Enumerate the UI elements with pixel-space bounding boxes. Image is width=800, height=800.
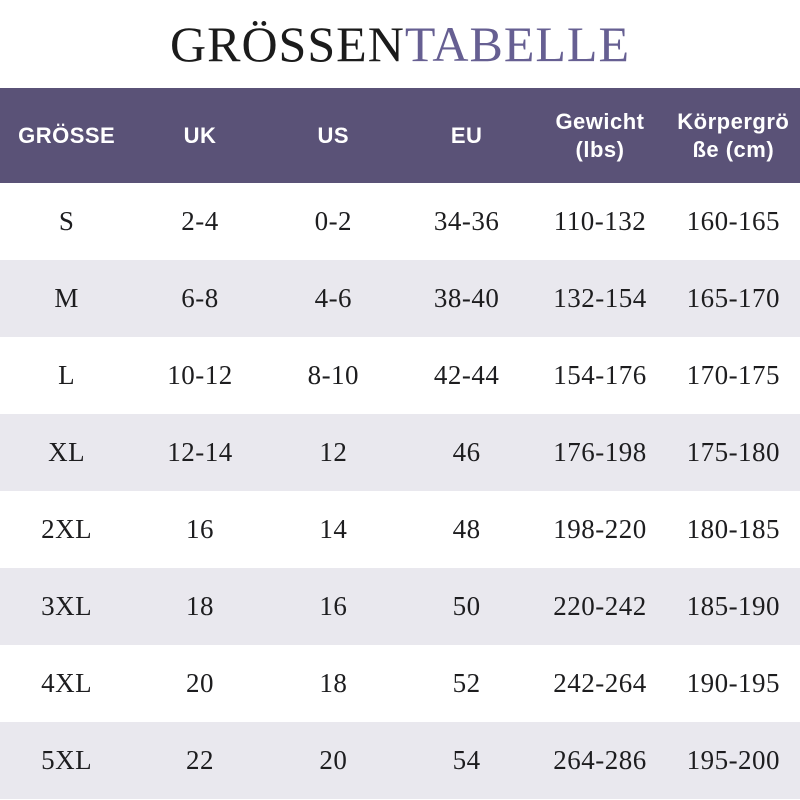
cell-xl-size: XL: [0, 414, 133, 491]
cell-s-eu: 34-36: [400, 183, 533, 260]
table-row-4xl: [0, 645, 800, 722]
column-header-uk: [133, 88, 266, 183]
size-chart-body: [0, 183, 800, 799]
cell-3xl-us: 16: [267, 568, 400, 645]
cell-l-uk: 10-12: [133, 337, 266, 414]
table-row-5xl: [0, 722, 800, 799]
cell-5xl-uk: 22: [133, 722, 266, 799]
column-header-line: Gewicht: [555, 109, 645, 134]
cell-4xl-height: 190-195: [667, 645, 800, 722]
cell-2xl-us: 14: [267, 491, 400, 568]
cell-s-uk: 2-4: [133, 183, 266, 260]
cell-xl-height: 175-180: [667, 414, 800, 491]
cell-4xl-eu: 52: [400, 645, 533, 722]
cell-xl-eu: 46: [400, 414, 533, 491]
cell-3xl-weight: 220-242: [533, 568, 666, 645]
cell-xl-us: 12: [267, 414, 400, 491]
cell-s-weight: 110-132: [533, 183, 666, 260]
column-header-line: UK: [183, 122, 217, 148]
cell-2xl-eu: 48: [400, 491, 533, 568]
column-header-line: GRÖSSE: [18, 122, 116, 148]
cell-5xl-height: 195-200: [667, 722, 800, 799]
cell-l-height: 170-175: [667, 337, 800, 414]
header-row: [0, 88, 800, 183]
table-row-3xl: [0, 568, 800, 645]
cell-4xl-us: 18: [267, 645, 400, 722]
cell-m-weight: 132-154: [533, 260, 666, 337]
cell-m-us: 4-6: [267, 260, 400, 337]
cell-m-uk: 6-8: [133, 260, 266, 337]
table-row-2xl: [0, 491, 800, 568]
cell-5xl-us: 20: [267, 722, 400, 799]
cell-m-eu: 38-40: [400, 260, 533, 337]
column-header-eu: [400, 88, 533, 183]
column-header-height: [667, 88, 800, 183]
cell-5xl-size: 5XL: [0, 722, 133, 799]
page-title-part-tabelle: TABELLE: [404, 16, 630, 72]
cell-l-eu: 42-44: [400, 337, 533, 414]
column-header-line: (lbs): [575, 136, 625, 162]
cell-l-weight: 154-176: [533, 337, 666, 414]
cell-m-size: M: [0, 260, 133, 337]
cell-5xl-eu: 54: [400, 722, 533, 799]
cell-s-height: 160-165: [667, 183, 800, 260]
cell-2xl-height: 180-185: [667, 491, 800, 568]
cell-2xl-weight: 198-220: [533, 491, 666, 568]
column-header-size: [0, 88, 133, 183]
column-header-weight: [533, 88, 666, 183]
cell-3xl-uk: 18: [133, 568, 266, 645]
cell-4xl-weight: 242-264: [533, 645, 666, 722]
title-bar: [0, 0, 800, 88]
cell-2xl-size: 2XL: [0, 491, 133, 568]
column-header-line: EU: [450, 122, 483, 148]
table-row-xl: [0, 414, 800, 491]
column-header-line: Körpergrö: [677, 109, 790, 134]
table-row-m: [0, 260, 800, 337]
cell-3xl-height: 185-190: [667, 568, 800, 645]
cell-s-us: 0-2: [267, 183, 400, 260]
cell-s-size: S: [0, 183, 133, 260]
cell-l-us: 8-10: [267, 337, 400, 414]
cell-2xl-uk: 16: [133, 491, 266, 568]
size-chart-header: [0, 88, 800, 183]
cell-4xl-size: 4XL: [0, 645, 133, 722]
cell-xl-weight: 176-198: [533, 414, 666, 491]
cell-5xl-weight: 264-286: [533, 722, 666, 799]
page-title: [169, 16, 630, 72]
column-header-us: [267, 88, 400, 183]
table-row-l: [0, 337, 800, 414]
cell-l-size: L: [0, 337, 133, 414]
page-title-part-groessen: GRÖSSEN: [169, 16, 405, 72]
column-header-line: US: [317, 122, 350, 148]
cell-4xl-uk: 20: [133, 645, 266, 722]
cell-3xl-size: 3XL: [0, 568, 133, 645]
cell-3xl-eu: 50: [400, 568, 533, 645]
column-header-line: ße (cm): [692, 136, 775, 162]
table-row-s: [0, 183, 800, 260]
cell-xl-uk: 12-14: [133, 414, 266, 491]
size-chart-table: [0, 88, 800, 799]
cell-m-height: 165-170: [667, 260, 800, 337]
